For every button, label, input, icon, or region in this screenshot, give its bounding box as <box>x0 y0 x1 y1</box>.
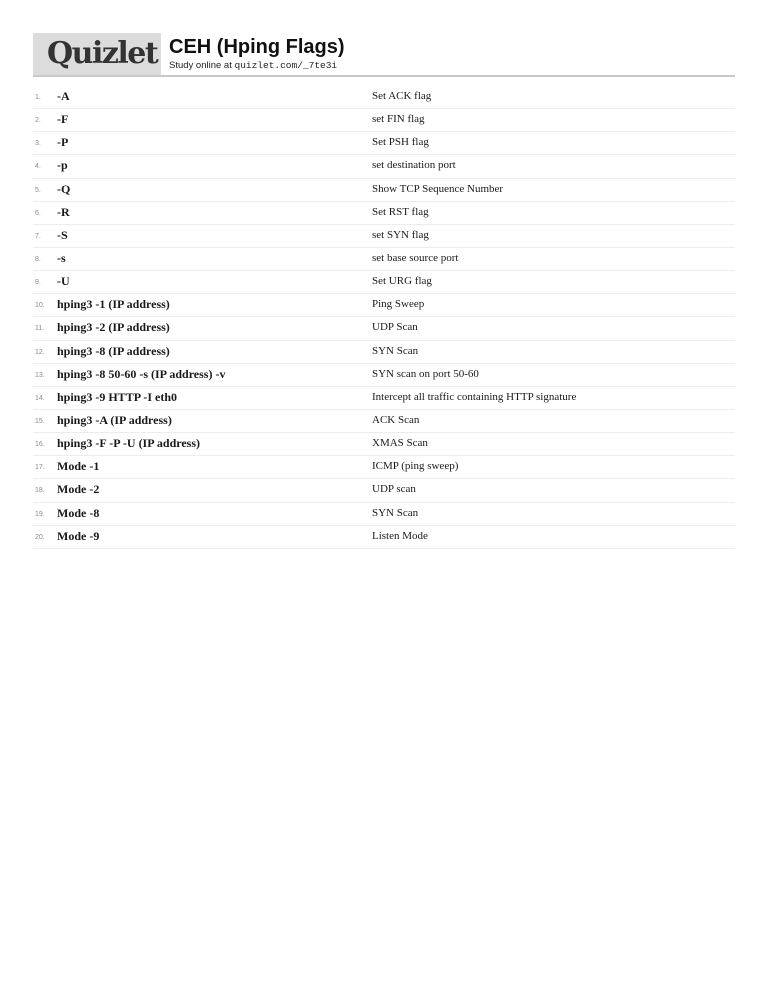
term-definition: set destination port <box>372 159 456 172</box>
term-text: -F <box>57 112 69 127</box>
term-definition: Ping Sweep <box>372 298 425 311</box>
term-definition: Listen Mode <box>372 529 428 542</box>
term-definition: set SYN flag <box>372 228 429 241</box>
term-text: -s <box>57 250 66 265</box>
term-text: hping3 -F -P -U (IP address) <box>57 436 201 451</box>
term-definition: ACK Scan <box>372 413 420 426</box>
term-definition: UDP Scan <box>372 321 418 334</box>
subtitle-prefix: Study online at <box>169 60 235 71</box>
page-title: CEH (Hping Flags) <box>169 36 345 58</box>
term-definition: ICMP (ping sweep) <box>372 460 459 473</box>
term-number: 12. <box>35 348 45 356</box>
term-row <box>33 433 735 456</box>
term-text: hping3 -9 HTTP -I eth0 <box>57 389 178 404</box>
term-text: -Q <box>57 181 71 196</box>
term-row <box>33 341 735 364</box>
term-definition: Set PSH flag <box>372 136 429 149</box>
term-number: 1. <box>35 94 41 101</box>
term-number: 4. <box>35 163 41 171</box>
term-row <box>33 225 735 248</box>
term-number: 18. <box>35 487 45 495</box>
term-number: 19. <box>35 510 45 518</box>
term-number: 3. <box>35 140 41 148</box>
term-text: -U <box>57 274 70 289</box>
term-definition: Set RST flag <box>372 205 429 218</box>
term-number: 20. <box>35 533 45 541</box>
term-text: Mode -2 <box>57 482 100 497</box>
term-text: hping3 -8 (IP address) <box>57 343 170 358</box>
term-row <box>33 86 735 109</box>
term-row <box>33 248 735 271</box>
term-text: -P <box>57 135 69 150</box>
term-row <box>33 294 735 317</box>
term-row <box>33 387 735 410</box>
term-definition: XMAS Scan <box>372 437 428 450</box>
study-link[interactable]: quizlet.com/_7te3i <box>234 60 338 71</box>
header-divider <box>33 75 735 77</box>
term-text: -A <box>57 89 70 103</box>
term-number: 14. <box>35 394 45 402</box>
term-row <box>33 109 735 132</box>
term-text: hping3 -2 (IP address) <box>57 320 170 335</box>
term-row <box>33 526 735 549</box>
term-row <box>33 364 735 387</box>
term-number: 11. <box>35 325 45 333</box>
page-subtitle <box>169 60 337 72</box>
term-row <box>33 317 735 340</box>
term-row <box>33 155 735 178</box>
term-number: 8. <box>35 255 41 263</box>
term-definition: SYN scan on port 50-60 <box>372 367 479 380</box>
term-row <box>33 503 735 526</box>
term-text: hping3 -1 (IP address) <box>57 297 170 312</box>
term-definition: SYN Scan <box>372 344 419 357</box>
term-row <box>33 479 735 502</box>
term-text: Mode -8 <box>57 505 100 520</box>
term-number: 13. <box>35 371 45 379</box>
term-row <box>33 179 735 202</box>
term-text: -S <box>57 227 68 242</box>
term-definition: Set ACK flag <box>372 90 432 102</box>
term-definition: Show TCP Sequence Number <box>372 182 504 195</box>
term-number: 10. <box>35 302 45 310</box>
term-number: 17. <box>35 464 45 472</box>
logo-text: Quizlet <box>47 36 158 71</box>
term-row <box>33 271 735 294</box>
term-text: hping3 -A (IP address) <box>57 412 172 427</box>
term-definition: UDP scan <box>372 483 416 496</box>
page-header <box>33 33 735 76</box>
term-number: 16. <box>35 441 45 449</box>
term-number: 6. <box>35 209 41 217</box>
term-number: 9. <box>35 279 41 287</box>
term-definition: Intercept all traffic containing HTTP signature <box>372 390 577 403</box>
term-definition: SYN Scan <box>372 506 419 519</box>
term-number: 15. <box>35 417 45 425</box>
term-text: Mode -1 <box>57 459 100 474</box>
term-row <box>33 202 735 225</box>
term-text: -R <box>57 204 70 219</box>
term-text: -p <box>57 158 68 173</box>
term-text: Mode -9 <box>57 528 100 543</box>
term-list <box>33 86 735 549</box>
term-number: 2. <box>35 117 41 125</box>
term-text: hping3 -8 50-60 -s (IP address) -v <box>57 366 226 381</box>
term-definition: set FIN flag <box>372 113 425 126</box>
term-definition: set base source port <box>372 251 459 264</box>
term-number: 7. <box>35 232 41 240</box>
term-definition: Set URG flag <box>372 275 432 288</box>
term-row <box>33 410 735 433</box>
term-row <box>33 132 735 155</box>
term-row <box>33 456 735 479</box>
quizlet-logo <box>33 33 161 75</box>
term-number: 5. <box>35 186 41 194</box>
